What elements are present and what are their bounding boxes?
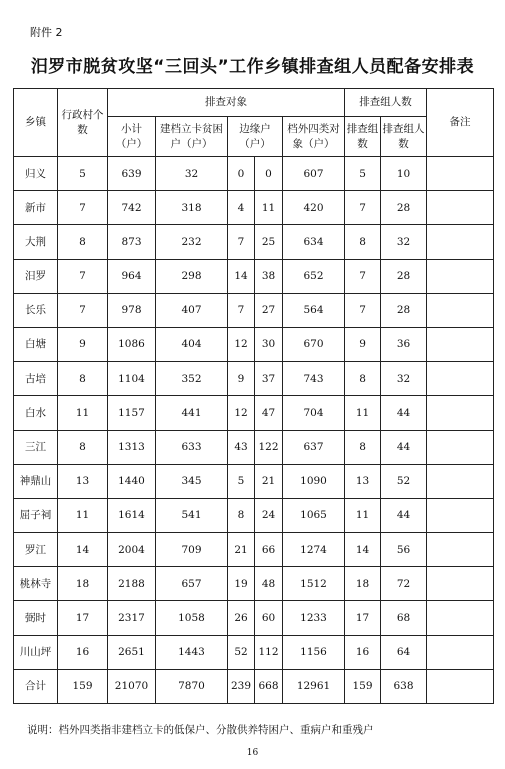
table-row — [14, 293, 494, 327]
cell-four-types: 607 — [283, 157, 345, 191]
cell-town: 屈子祠 — [14, 498, 58, 532]
cell-town: 大荆 — [14, 225, 58, 259]
header-team-count: 排查组数 — [345, 117, 381, 157]
cell-subtotal: 1614 — [108, 498, 156, 532]
cell-remark — [427, 259, 494, 293]
cell-town: 弼时 — [14, 601, 58, 635]
table-row — [14, 362, 494, 396]
cell-edge-a: 12 — [228, 327, 255, 361]
cell-four-types: 670 — [283, 327, 345, 361]
cell-remark — [427, 430, 494, 464]
cell-edge-a: 0 — [228, 157, 255, 191]
cell-team-count: 159 — [345, 669, 381, 703]
cell-villages: 8 — [58, 430, 108, 464]
cell-town: 合计 — [14, 669, 58, 703]
cell-four-types: 1065 — [283, 498, 345, 532]
cell-registered-poor: 298 — [156, 259, 228, 293]
attachment-label: 附件 2 — [30, 26, 63, 39]
cell-staff-count: 638 — [381, 669, 427, 703]
table-row — [14, 430, 494, 464]
cell-registered-poor: 232 — [156, 225, 228, 259]
cell-edge-b: 48 — [255, 567, 283, 601]
cell-town: 神鼎山 — [14, 464, 58, 498]
cell-subtotal: 873 — [108, 225, 156, 259]
header-subtotal: 小计（户） — [108, 117, 156, 157]
cell-team-count: 8 — [345, 225, 381, 259]
cell-staff-count: 68 — [381, 601, 427, 635]
cell-team-count: 11 — [345, 396, 381, 430]
page-number: 16 — [246, 748, 259, 758]
cell-villages: 8 — [58, 362, 108, 396]
header-targets-group: 排查对象 — [108, 89, 345, 117]
cell-town: 三江 — [14, 430, 58, 464]
table-row — [14, 157, 494, 191]
cell-edge-a: 43 — [228, 430, 255, 464]
cell-edge-a: 12 — [228, 396, 255, 430]
cell-four-types: 1512 — [283, 567, 345, 601]
cell-team-count: 14 — [345, 533, 381, 567]
cell-remark — [427, 464, 494, 498]
cell-remark — [427, 362, 494, 396]
cell-four-types: 1090 — [283, 464, 345, 498]
cell-subtotal: 2004 — [108, 533, 156, 567]
cell-registered-poor: 404 — [156, 327, 228, 361]
cell-team-count: 17 — [345, 601, 381, 635]
cell-edge-a: 26 — [228, 601, 255, 635]
cell-edge-a: 5 — [228, 464, 255, 498]
cell-staff-count: 28 — [381, 191, 427, 225]
table-row — [14, 669, 494, 703]
cell-town: 罗江 — [14, 533, 58, 567]
table-row — [14, 464, 494, 498]
cell-four-types: 1233 — [283, 601, 345, 635]
cell-team-count: 9 — [345, 327, 381, 361]
cell-four-types: 564 — [283, 293, 345, 327]
cell-subtotal: 2317 — [108, 601, 156, 635]
cell-remark — [427, 293, 494, 327]
cell-subtotal: 964 — [108, 259, 156, 293]
table-row — [14, 396, 494, 430]
cell-town: 川山坪 — [14, 635, 58, 669]
cell-registered-poor: 441 — [156, 396, 228, 430]
cell-town: 长乐 — [14, 293, 58, 327]
header-staff-group: 排查组人数 — [345, 89, 427, 117]
cell-edge-b: 37 — [255, 362, 283, 396]
cell-edge-b: 66 — [255, 533, 283, 567]
cell-registered-poor: 32 — [156, 157, 228, 191]
cell-villages: 11 — [58, 498, 108, 532]
cell-edge-b: 122 — [255, 430, 283, 464]
cell-staff-count: 64 — [381, 635, 427, 669]
cell-four-types: 704 — [283, 396, 345, 430]
cell-edge-a: 7 — [228, 293, 255, 327]
cell-edge-b: 38 — [255, 259, 283, 293]
cell-villages: 7 — [58, 191, 108, 225]
cell-staff-count: 32 — [381, 362, 427, 396]
cell-remark — [427, 567, 494, 601]
cell-subtotal: 1313 — [108, 430, 156, 464]
cell-subtotal: 1104 — [108, 362, 156, 396]
cell-four-types: 652 — [283, 259, 345, 293]
header-town: 乡镇 — [14, 89, 58, 157]
cell-edge-a: 21 — [228, 533, 255, 567]
cell-edge-b: 112 — [255, 635, 283, 669]
cell-remark — [427, 635, 494, 669]
cell-town: 白水 — [14, 396, 58, 430]
cell-remark — [427, 191, 494, 225]
cell-team-count: 8 — [345, 430, 381, 464]
cell-remark — [427, 601, 494, 635]
cell-four-types: 1274 — [283, 533, 345, 567]
header-staff-count: 排查组人数 — [381, 117, 427, 157]
cell-staff-count: 56 — [381, 533, 427, 567]
cell-subtotal: 2651 — [108, 635, 156, 669]
cell-edge-b: 60 — [255, 601, 283, 635]
cell-staff-count: 44 — [381, 498, 427, 532]
cell-remark — [427, 533, 494, 567]
header-four-types: 档外四类对象（户） — [283, 117, 345, 157]
header-remarks: 备注 — [427, 89, 494, 157]
cell-staff-count: 32 — [381, 225, 427, 259]
cell-subtotal: 1440 — [108, 464, 156, 498]
cell-subtotal: 21070 — [108, 669, 156, 703]
table-row — [14, 601, 494, 635]
header-edge-households: 边缘户（户） — [228, 117, 283, 157]
cell-villages: 9 — [58, 327, 108, 361]
cell-edge-b: 668 — [255, 669, 283, 703]
cell-subtotal: 978 — [108, 293, 156, 327]
cell-villages: 14 — [58, 533, 108, 567]
cell-edge-b: 11 — [255, 191, 283, 225]
cell-registered-poor: 352 — [156, 362, 228, 396]
cell-four-types: 1156 — [283, 635, 345, 669]
cell-registered-poor: 657 — [156, 567, 228, 601]
cell-villages: 13 — [58, 464, 108, 498]
cell-team-count: 7 — [345, 191, 381, 225]
cell-four-types: 743 — [283, 362, 345, 396]
cell-staff-count: 36 — [381, 327, 427, 361]
cell-registered-poor: 7870 — [156, 669, 228, 703]
cell-registered-poor: 407 — [156, 293, 228, 327]
cell-team-count: 7 — [345, 259, 381, 293]
cell-edge-a: 7 — [228, 225, 255, 259]
cell-villages: 7 — [58, 259, 108, 293]
cell-villages: 7 — [58, 293, 108, 327]
cell-four-types: 420 — [283, 191, 345, 225]
table-row — [14, 567, 494, 601]
cell-registered-poor: 1443 — [156, 635, 228, 669]
cell-staff-count: 10 — [381, 157, 427, 191]
staffing-table — [13, 88, 494, 704]
table-row — [14, 259, 494, 293]
cell-edge-a: 9 — [228, 362, 255, 396]
cell-edge-b: 25 — [255, 225, 283, 259]
cell-town: 汨罗 — [14, 259, 58, 293]
cell-edge-b: 30 — [255, 327, 283, 361]
table-row — [14, 191, 494, 225]
cell-staff-count: 44 — [381, 396, 427, 430]
cell-four-types: 12961 — [283, 669, 345, 703]
cell-villages: 18 — [58, 567, 108, 601]
cell-registered-poor: 345 — [156, 464, 228, 498]
cell-subtotal: 1086 — [108, 327, 156, 361]
cell-villages: 17 — [58, 601, 108, 635]
cell-edge-b: 21 — [255, 464, 283, 498]
table-row — [14, 327, 494, 361]
cell-villages: 5 — [58, 157, 108, 191]
cell-villages: 159 — [58, 669, 108, 703]
cell-edge-a: 52 — [228, 635, 255, 669]
table-row — [14, 533, 494, 567]
cell-edge-a: 14 — [228, 259, 255, 293]
cell-staff-count: 28 — [381, 259, 427, 293]
cell-edge-b: 0 — [255, 157, 283, 191]
cell-remark — [427, 157, 494, 191]
cell-remark — [427, 669, 494, 703]
cell-subtotal: 2188 — [108, 567, 156, 601]
cell-subtotal: 639 — [108, 157, 156, 191]
cell-team-count: 16 — [345, 635, 381, 669]
header-admin-villages: 行政村个数 — [58, 89, 108, 157]
cell-edge-a: 19 — [228, 567, 255, 601]
header-registered-poor: 建档立卡贫困户（户） — [156, 117, 228, 157]
cell-villages: 11 — [58, 396, 108, 430]
cell-team-count: 18 — [345, 567, 381, 601]
cell-edge-b: 24 — [255, 498, 283, 532]
page-title: 汨罗市脱贫攻坚“三回头”工作乡镇排查组人员配备安排表 — [30, 57, 475, 77]
cell-villages: 16 — [58, 635, 108, 669]
cell-subtotal: 742 — [108, 191, 156, 225]
cell-registered-poor: 541 — [156, 498, 228, 532]
cell-team-count: 7 — [345, 293, 381, 327]
cell-remark — [427, 498, 494, 532]
cell-team-count: 8 — [345, 362, 381, 396]
cell-remark — [427, 225, 494, 259]
cell-subtotal: 1157 — [108, 396, 156, 430]
cell-town: 归义 — [14, 157, 58, 191]
cell-edge-b: 27 — [255, 293, 283, 327]
table-row — [14, 225, 494, 259]
cell-edge-a: 8 — [228, 498, 255, 532]
cell-villages: 8 — [58, 225, 108, 259]
cell-remark — [427, 327, 494, 361]
cell-team-count: 11 — [345, 498, 381, 532]
cell-four-types: 634 — [283, 225, 345, 259]
cell-staff-count: 72 — [381, 567, 427, 601]
cell-registered-poor: 709 — [156, 533, 228, 567]
cell-team-count: 5 — [345, 157, 381, 191]
cell-staff-count: 44 — [381, 430, 427, 464]
table-note: 说明：档外四类指非建档立卡的低保户、分散供养特困户、重病户和重残户 — [27, 724, 374, 736]
cell-registered-poor: 633 — [156, 430, 228, 464]
cell-edge-b: 47 — [255, 396, 283, 430]
cell-staff-count: 28 — [381, 293, 427, 327]
table-row — [14, 635, 494, 669]
cell-remark — [427, 396, 494, 430]
cell-edge-a: 239 — [228, 669, 255, 703]
cell-registered-poor: 318 — [156, 191, 228, 225]
table-row — [14, 498, 494, 532]
cell-staff-count: 52 — [381, 464, 427, 498]
cell-town: 白塘 — [14, 327, 58, 361]
cell-town: 古培 — [14, 362, 58, 396]
cell-team-count: 13 — [345, 464, 381, 498]
cell-town: 桃林寺 — [14, 567, 58, 601]
cell-edge-a: 4 — [228, 191, 255, 225]
cell-four-types: 637 — [283, 430, 345, 464]
cell-registered-poor: 1058 — [156, 601, 228, 635]
cell-town: 新市 — [14, 191, 58, 225]
